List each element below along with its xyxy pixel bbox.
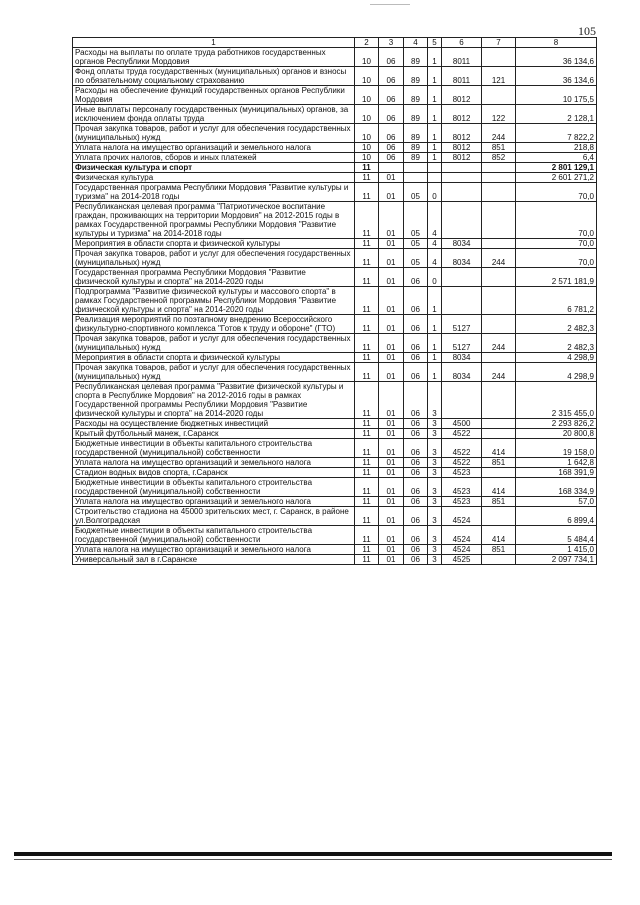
cell-direction: 4523 (442, 468, 482, 478)
cell-program: 89 (404, 67, 428, 86)
cell-direction: 4524 (442, 526, 482, 545)
cell-program: 06 (404, 507, 428, 526)
table-row (73, 363, 597, 382)
cell-expense-type: 244 (482, 334, 516, 353)
cell-direction: 8012 (442, 143, 482, 153)
cell-program: 06 (404, 545, 428, 555)
column-header: 5 (428, 38, 442, 48)
row-name: Крытый футбольный манеж, г.Саранск (73, 429, 355, 439)
cell-subprogram: 3 (428, 478, 442, 497)
cell-amount: 1 642,8 (516, 458, 597, 468)
cell-program: 06 (404, 315, 428, 334)
row-name: Реализация мероприятий по поэтапному внедрению Всероссийского физкультурно-спортивного комплекса "Готов к труду и обороне" (ГТО) (73, 315, 355, 334)
cell-direction: 5127 (442, 315, 482, 334)
cell-subsection: 01 (379, 478, 404, 497)
cell-expense-type: 121 (482, 67, 516, 86)
cell-amount: 2 128,1 (516, 105, 597, 124)
cell-subprogram: 1 (428, 105, 442, 124)
row-name: Стадион водных видов спорта, г.Саранск (73, 468, 355, 478)
cell-program: 06 (404, 363, 428, 382)
cell-amount: 6 899,4 (516, 507, 597, 526)
cell-program: 06 (404, 468, 428, 478)
cell-direction: 8034 (442, 249, 482, 268)
cell-subprogram: 3 (428, 497, 442, 507)
cell-program (404, 173, 428, 183)
cell-expense-type (482, 382, 516, 419)
table-row (73, 173, 597, 183)
cell-section: 11 (355, 458, 379, 468)
table-row (73, 143, 597, 153)
cell-amount: 2 482,3 (516, 334, 597, 353)
cell-subprogram: 1 (428, 48, 442, 67)
cell-expense-type: 244 (482, 249, 516, 268)
cell-subprogram: 3 (428, 555, 442, 565)
row-name: Республиканская целевая программа "Развитие физической культуры и спорта в Республике Мордовия" на 2012-2016 годы в рамках Государственной программы Республики Мордовия "Развитие физической культуры и спорта" на 2014-2020 годы (73, 382, 355, 419)
cell-subprogram: 3 (428, 468, 442, 478)
cell-subprogram: 3 (428, 439, 442, 458)
cell-expense-type (482, 86, 516, 105)
cell-expense-type: 414 (482, 439, 516, 458)
cell-program: 06 (404, 555, 428, 565)
cell-direction (442, 287, 482, 315)
cell-program: 06 (404, 419, 428, 429)
cell-amount: 5 484,4 (516, 526, 597, 545)
cell-subprogram: 3 (428, 382, 442, 419)
cell-subsection: 01 (379, 429, 404, 439)
cell-subprogram: 3 (428, 507, 442, 526)
cell-expense-type: 851 (482, 497, 516, 507)
cell-expense-type: 244 (482, 363, 516, 382)
cell-direction: 4523 (442, 478, 482, 497)
cell-direction: 8011 (442, 48, 482, 67)
column-header: 8 (516, 38, 597, 48)
table-row (73, 458, 597, 468)
cell-subprogram: 1 (428, 67, 442, 86)
cell-section: 11 (355, 334, 379, 353)
cell-direction (442, 163, 482, 173)
cell-direction: 8034 (442, 239, 482, 249)
table-row (73, 67, 597, 86)
cell-section: 10 (355, 143, 379, 153)
row-name: Фонд оплаты труда государственных (муниципальных) органов и взносы по обязательному социальному страхованию (73, 67, 355, 86)
table-row (73, 478, 597, 497)
cell-expense-type (482, 239, 516, 249)
cell-section: 10 (355, 105, 379, 124)
cell-expense-type: 414 (482, 526, 516, 545)
cell-expense-type (482, 268, 516, 287)
table-row (73, 287, 597, 315)
cell-section: 11 (355, 249, 379, 268)
row-name: Прочая закупка товаров, работ и услуг для обеспечения государственных (муниципальных) нужд (73, 124, 355, 143)
cell-subprogram: 0 (428, 268, 442, 287)
table-row (73, 545, 597, 555)
cell-section: 11 (355, 429, 379, 439)
cell-program: 06 (404, 353, 428, 363)
cell-subprogram: 3 (428, 545, 442, 555)
cell-section: 11 (355, 526, 379, 545)
cell-subsection: 06 (379, 124, 404, 143)
cell-subprogram: 4 (428, 249, 442, 268)
cell-amount: 2 097 734,1 (516, 555, 597, 565)
row-name: Расходы на выплаты по оплате труда работников государственных органов Республики Мордовия (73, 48, 355, 67)
cell-amount: 2 482,3 (516, 315, 597, 334)
row-name: Расходы на осуществление бюджетных инвестиций (73, 419, 355, 429)
cell-program: 06 (404, 497, 428, 507)
cell-section: 10 (355, 124, 379, 143)
cell-subsection: 06 (379, 48, 404, 67)
table-row (73, 183, 597, 202)
page-number: 105 (578, 24, 596, 38)
table-row (73, 497, 597, 507)
cell-section: 11 (355, 239, 379, 249)
table-row (73, 124, 597, 143)
cell-program: 89 (404, 86, 428, 105)
cell-subprogram: 3 (428, 419, 442, 429)
cell-expense-type (482, 48, 516, 67)
cell-program: 89 (404, 124, 428, 143)
row-name: Мероприятия в области спорта и физической культуры (73, 353, 355, 363)
table-header-row (73, 38, 597, 48)
table-row (73, 419, 597, 429)
cell-expense-type (482, 353, 516, 363)
cell-section: 11 (355, 268, 379, 287)
cell-program: 05 (404, 202, 428, 239)
column-header: 4 (404, 38, 428, 48)
row-name: Республиканская целевая программа "Патриотическое воспитание граждан, проживающих на территории Мордовия" на 2012-2015 годы в рамках Государственной программы Республики Мордовия "Развитие культуры и туризма" на 2014-2018 годы (73, 202, 355, 239)
cell-subprogram: 1 (428, 334, 442, 353)
cell-program: 05 (404, 239, 428, 249)
cell-amount: 168 391,9 (516, 468, 597, 478)
row-name: Иные выплаты персоналу государственных (муниципальных) органов, за исключением фонда оплаты труда (73, 105, 355, 124)
cell-expense-type (482, 429, 516, 439)
cell-expense-type: 244 (482, 124, 516, 143)
cell-expense-type (482, 287, 516, 315)
cell-subsection: 01 (379, 239, 404, 249)
table-row (73, 153, 597, 163)
cell-subsection: 01 (379, 382, 404, 419)
cell-expense-type: 122 (482, 105, 516, 124)
cell-amount: 168 334,9 (516, 478, 597, 497)
cell-direction: 4522 (442, 458, 482, 468)
cell-subsection: 01 (379, 458, 404, 468)
cell-section: 11 (355, 287, 379, 315)
cell-program: 06 (404, 287, 428, 315)
cell-program: 06 (404, 382, 428, 419)
row-name: Прочая закупка товаров, работ и услуг для обеспечения государственных (муниципальных) нужд (73, 249, 355, 268)
cell-direction: 8012 (442, 124, 482, 143)
cell-expense-type (482, 163, 516, 173)
cell-subprogram: 1 (428, 363, 442, 382)
cell-section: 11 (355, 419, 379, 429)
cell-subprogram: 1 (428, 153, 442, 163)
cell-subsection: 06 (379, 105, 404, 124)
cell-program: 89 (404, 153, 428, 163)
table-row (73, 315, 597, 334)
cell-program: 06 (404, 439, 428, 458)
cell-direction: 8012 (442, 86, 482, 105)
table-row (73, 105, 597, 124)
cell-subsection: 01 (379, 353, 404, 363)
cell-amount: 2 571 181,9 (516, 268, 597, 287)
cell-amount: 70,0 (516, 202, 597, 239)
cell-direction (442, 268, 482, 287)
row-name: Уплата налога на имущество организаций и земельного налога (73, 143, 355, 153)
column-header: 6 (442, 38, 482, 48)
cell-subsection: 06 (379, 153, 404, 163)
table-row (73, 48, 597, 67)
row-name: Строительство стадиона на 45000 зрительских мест, г. Саранск, в районе ул.Волгоградская (73, 507, 355, 526)
cell-amount: 10 175,5 (516, 86, 597, 105)
column-header: 2 (355, 38, 379, 48)
cell-amount: 2 315 455,0 (516, 382, 597, 419)
row-name: Государственная программа Республики Мордовия "Развитие культуры и туризма" на 2014-2018 годы (73, 183, 355, 202)
cell-program: 06 (404, 268, 428, 287)
row-name: Уплата налога на имущество организаций и земельного налога (73, 458, 355, 468)
cell-section: 11 (355, 382, 379, 419)
cell-direction: 8034 (442, 353, 482, 363)
cell-subsection: 01 (379, 439, 404, 458)
row-name: Уплата прочих налогов, сборов и иных платежей (73, 153, 355, 163)
row-name: Прочая закупка товаров, работ и услуг для обеспечения государственных (муниципальных) нужд (73, 363, 355, 382)
cell-direction: 4524 (442, 545, 482, 555)
cell-subsection (379, 163, 404, 173)
cell-program: 06 (404, 429, 428, 439)
cell-subsection: 01 (379, 249, 404, 268)
cell-direction (442, 202, 482, 239)
cell-subsection: 01 (379, 526, 404, 545)
cell-subsection: 01 (379, 363, 404, 382)
cell-subsection: 01 (379, 268, 404, 287)
cell-expense-type (482, 173, 516, 183)
cell-expense-type (482, 183, 516, 202)
cell-section: 10 (355, 67, 379, 86)
budget-table (72, 37, 597, 565)
cell-program: 89 (404, 105, 428, 124)
cell-subsection: 01 (379, 497, 404, 507)
table-row (73, 202, 597, 239)
table-row (73, 507, 597, 526)
cell-direction: 4524 (442, 507, 482, 526)
cell-amount: 2 293 826,2 (516, 419, 597, 429)
table-row (73, 555, 597, 565)
cell-direction (442, 382, 482, 419)
cell-direction: 8011 (442, 67, 482, 86)
scan-mark (370, 4, 410, 5)
cell-program: 06 (404, 458, 428, 468)
cell-section: 11 (355, 439, 379, 458)
cell-section: 11 (355, 183, 379, 202)
cell-direction: 8034 (442, 363, 482, 382)
cell-subprogram (428, 173, 442, 183)
cell-subprogram: 3 (428, 526, 442, 545)
table-row (73, 86, 597, 105)
cell-direction: 4525 (442, 555, 482, 565)
cell-expense-type: 851 (482, 545, 516, 555)
cell-subsection: 01 (379, 507, 404, 526)
page-bottom-rule (14, 852, 612, 856)
cell-subsection: 01 (379, 419, 404, 429)
cell-expense-type (482, 555, 516, 565)
cell-expense-type: 851 (482, 458, 516, 468)
table-row (73, 334, 597, 353)
table-row (73, 439, 597, 458)
cell-expense-type: 414 (482, 478, 516, 497)
cell-expense-type (482, 468, 516, 478)
cell-amount: 57,0 (516, 497, 597, 507)
cell-subprogram: 3 (428, 458, 442, 468)
row-name: Бюджетные инвестиции в объекты капитального строительства государственной (муниципальной) собственности (73, 526, 355, 545)
cell-amount: 7 822,2 (516, 124, 597, 143)
table-row (73, 526, 597, 545)
cell-amount: 70,0 (516, 183, 597, 202)
cell-expense-type (482, 315, 516, 334)
cell-subprogram (428, 163, 442, 173)
column-header: 7 (482, 38, 516, 48)
cell-section: 11 (355, 468, 379, 478)
cell-program: 05 (404, 183, 428, 202)
cell-subsection: 01 (379, 315, 404, 334)
cell-subsection: 01 (379, 183, 404, 202)
cell-direction (442, 173, 482, 183)
cell-expense-type (482, 202, 516, 239)
cell-direction: 5127 (442, 334, 482, 353)
cell-subsection: 06 (379, 143, 404, 153)
cell-direction (442, 183, 482, 202)
cell-section: 10 (355, 86, 379, 105)
cell-program: 06 (404, 478, 428, 497)
cell-program: 06 (404, 526, 428, 545)
row-name: Прочая закупка товаров, работ и услуг для обеспечения государственных (муниципальных) нужд (73, 334, 355, 353)
table-row (73, 239, 597, 249)
cell-subprogram: 1 (428, 124, 442, 143)
cell-section: 11 (355, 202, 379, 239)
cell-subsection: 01 (379, 173, 404, 183)
row-name: Физическая культура и спорт (73, 163, 355, 173)
cell-program: 89 (404, 143, 428, 153)
row-name: Уплата налога на имущество организаций и земельного налога (73, 545, 355, 555)
cell-subprogram: 4 (428, 239, 442, 249)
cell-amount: 19 158,0 (516, 439, 597, 458)
table-row (73, 429, 597, 439)
row-name: Бюджетные инвестиции в объекты капитального строительства государственной (муниципальной) собственности (73, 439, 355, 458)
row-name: Универсальный зал в г.Саранске (73, 555, 355, 565)
cell-section: 11 (355, 545, 379, 555)
cell-expense-type: 852 (482, 153, 516, 163)
cell-amount: 4 298,9 (516, 353, 597, 363)
cell-amount: 218,8 (516, 143, 597, 153)
table-row (73, 163, 597, 173)
table-row (73, 468, 597, 478)
cell-subprogram: 1 (428, 287, 442, 315)
row-name: Расходы на обеспечение функций государственных органов Республики Мордовия (73, 86, 355, 105)
row-name: Физическая культура (73, 173, 355, 183)
cell-subsection: 01 (379, 334, 404, 353)
cell-program (404, 163, 428, 173)
table-row (73, 353, 597, 363)
cell-program: 89 (404, 48, 428, 67)
row-name: Уплата налога на имущество организаций и земельного налога (73, 497, 355, 507)
row-name: Мероприятия в области спорта и физической культуры (73, 239, 355, 249)
cell-section: 11 (355, 163, 379, 173)
cell-expense-type (482, 507, 516, 526)
cell-section: 11 (355, 497, 379, 507)
cell-subprogram: 4 (428, 202, 442, 239)
cell-amount: 2 801 129,1 (516, 163, 597, 173)
column-header: 3 (379, 38, 404, 48)
cell-direction: 4523 (442, 497, 482, 507)
row-name: Государственная программа Республики Мордовия "Развитие физической культуры и спорта" на 2014-2020 годы (73, 268, 355, 287)
cell-amount: 70,0 (516, 239, 597, 249)
cell-section: 11 (355, 478, 379, 497)
cell-amount: 6,4 (516, 153, 597, 163)
cell-subsection: 06 (379, 86, 404, 105)
page-bottom-rule-thin (14, 859, 612, 860)
cell-amount: 4 298,9 (516, 363, 597, 382)
cell-section: 11 (355, 353, 379, 363)
cell-direction: 4500 (442, 419, 482, 429)
cell-subprogram: 3 (428, 429, 442, 439)
cell-amount: 6 781,2 (516, 287, 597, 315)
cell-section: 11 (355, 315, 379, 334)
row-name: Бюджетные инвестиции в объекты капитального строительства государственной (муниципальной) собственности (73, 478, 355, 497)
table-row (73, 249, 597, 268)
cell-amount: 70,0 (516, 249, 597, 268)
table-row (73, 268, 597, 287)
cell-subsection: 01 (379, 287, 404, 315)
cell-section: 11 (355, 555, 379, 565)
cell-section: 11 (355, 507, 379, 526)
cell-direction: 4522 (442, 439, 482, 458)
cell-amount: 2 601 271,2 (516, 173, 597, 183)
cell-program: 05 (404, 249, 428, 268)
cell-subsection: 01 (379, 545, 404, 555)
cell-direction: 4522 (442, 429, 482, 439)
cell-direction: 8012 (442, 105, 482, 124)
cell-subprogram: 1 (428, 86, 442, 105)
row-name: Подпрограмма "Развитие физической культуры и массового спорта" в рамках Государственной программы Республики Мордовия "Развитие физической культуры и спорта" на 2014-2020 годы (73, 287, 355, 315)
cell-program: 06 (404, 334, 428, 353)
cell-subsection: 01 (379, 202, 404, 239)
cell-subprogram: 1 (428, 315, 442, 334)
cell-amount: 1 415,0 (516, 545, 597, 555)
cell-section: 11 (355, 363, 379, 382)
cell-direction: 8012 (442, 153, 482, 163)
cell-amount: 20 800,8 (516, 429, 597, 439)
cell-subprogram: 1 (428, 353, 442, 363)
cell-section: 11 (355, 173, 379, 183)
cell-subprogram: 0 (428, 183, 442, 202)
cell-amount: 36 134,6 (516, 67, 597, 86)
cell-expense-type: 851 (482, 143, 516, 153)
cell-subsection: 06 (379, 67, 404, 86)
cell-subsection: 01 (379, 555, 404, 565)
table-row (73, 382, 597, 419)
cell-section: 10 (355, 48, 379, 67)
cell-expense-type (482, 419, 516, 429)
cell-section: 10 (355, 153, 379, 163)
cell-amount: 36 134,6 (516, 48, 597, 67)
column-header: 1 (73, 38, 355, 48)
cell-subprogram: 1 (428, 143, 442, 153)
cell-subsection: 01 (379, 468, 404, 478)
